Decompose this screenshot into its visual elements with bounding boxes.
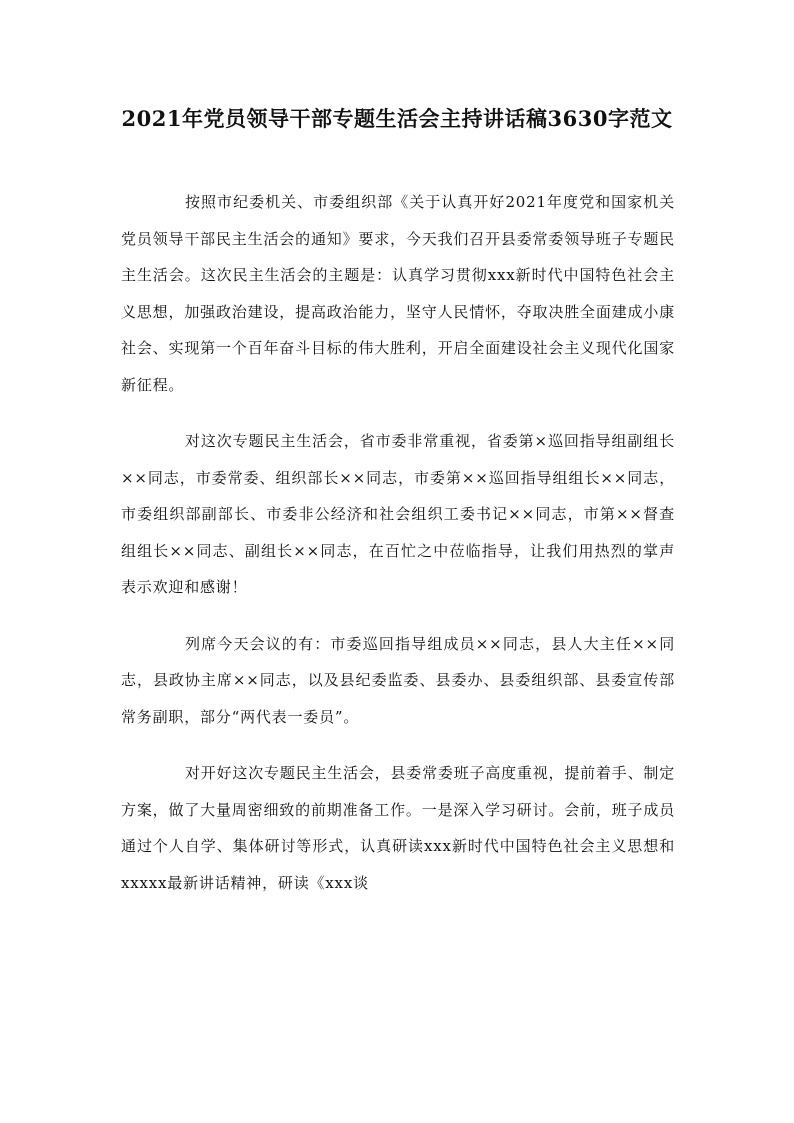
document-title: 2021年党员领导干部专题生活会主持讲话稿3630字范文 — [121, 106, 673, 131]
paragraph-3: 列席今天会议的有：市委巡回指导组成员××同志，县人大主任××同志，县政协主席××同志，以及县纪委监委、县委办、县委组织部、县委宣传部常务副职，部分“两代表一委员”。 — [121, 634, 675, 726]
paragraph-2: 对这次专题民主生活会，省市委非常重视，省委第×巡回指导组副组长××同志，市委常委、组织部长××同志，市委第××巡回指导组组长××同志，市委组织部副部长、市委非公经济和社会组织工委书记××同志，市第××督查组组长××同志、副组长××同志，在百忙之中莅临指导，让我们用热烈的掌声表示欢迎和感谢！ — [121, 432, 675, 596]
paragraph-4: 对开好这次专题民主生活会，县委常委班子高度重视，提前着手、制定方案，做了大量周密细致的前期准备工作。一是深入学习研讨。会前，班子成员通过个人自学、集体研讨等形式，认真研读xxx新时代中国特色社会主义思想和xxxxx最新讲话精神，研读《xxx谈 — [121, 764, 675, 892]
paragraph-1: 按照市纪委机关、市委组织部《关于认真开好2021年度党和国家机关党员领导干部民主生活会的通知》要求，今天我们召开县委常委领导班子专题民主生活会。这次民主生活会的主题是：认真学习贯彻xxx新时代中国特色社会主义思想，加强政治建设，提高政治能力，坚守人民情怀，夺取决胜全面建成小康社会、实现第一个百年奋斗目标的伟大胜利，开启全面建设社会主义现代化国家新征程。 — [121, 193, 675, 394]
document-body — [121, 184, 675, 901]
